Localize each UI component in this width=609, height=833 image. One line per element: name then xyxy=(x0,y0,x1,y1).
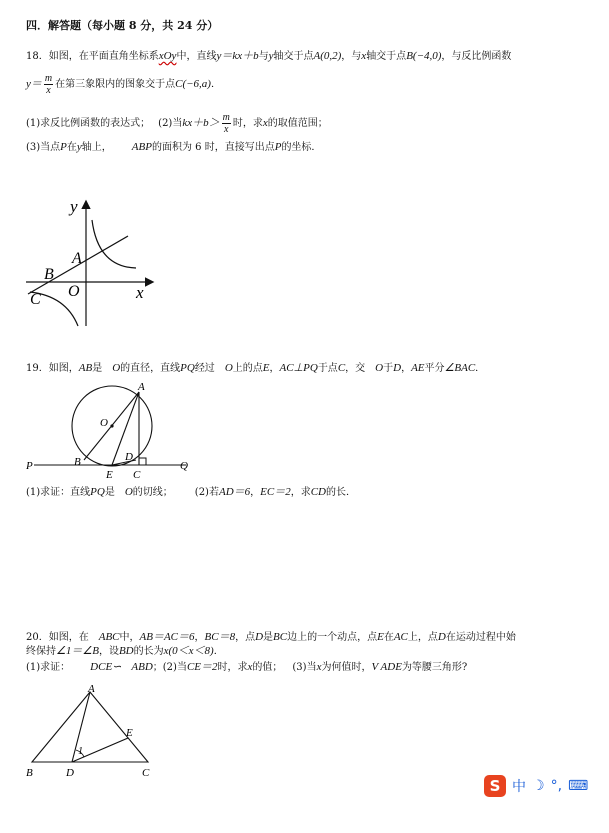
q18-part2: 的取值范围； xyxy=(267,118,328,129)
q20-text: ． xyxy=(213,646,224,657)
q19-text: 经过 xyxy=(194,363,215,374)
q18-label-x: x xyxy=(136,283,144,302)
q18-x: x xyxy=(361,50,367,62)
q20-text: ，设 xyxy=(98,646,119,657)
ime-toolbar xyxy=(484,775,606,797)
q18-part3-text: (3)当点 xyxy=(26,142,61,153)
q19-angle: ∠BAC xyxy=(444,362,476,374)
section-title: 四．解答题（每小题 8 分，共 24 分） xyxy=(26,19,219,32)
q19-text: ，交 xyxy=(345,363,366,374)
q19-part2-cd: CD xyxy=(310,486,326,498)
q20-part2: 的值； xyxy=(252,662,283,673)
q19-o: O xyxy=(224,362,233,374)
q18-text: 如图，在平面直角坐标系 xyxy=(48,51,159,62)
q20-part3: (3)当 xyxy=(292,662,317,673)
q19-right-angle xyxy=(139,458,146,465)
q18-part3-text: 的坐标． xyxy=(281,142,322,153)
q19-part1: (1)求证：直线 xyxy=(26,487,91,498)
q20-tri: ABC xyxy=(98,631,120,643)
q20-part3: 为等腰三角形? xyxy=(401,662,468,673)
q19-part2: ，求 xyxy=(290,487,311,498)
q19-text: ， xyxy=(401,363,412,374)
q20-parts xyxy=(26,661,467,674)
q20-angles: ∠1＝∠B xyxy=(56,645,99,657)
q20-bc: BC＝8 xyxy=(204,631,236,643)
q19-text: 于点 xyxy=(317,363,338,374)
q18-part2-fraction: $\frac{m}{x}$ xyxy=(222,112,230,135)
q18-part3 xyxy=(26,141,321,154)
q20-part3-x: x xyxy=(316,661,322,673)
q19-label-p: P xyxy=(26,460,33,472)
q18-text: 轴交于点 xyxy=(366,51,407,62)
q20-part2-ce: CE＝2 xyxy=(186,661,218,673)
q18-part3-p: P xyxy=(60,141,67,153)
q18-part2: (2)当 xyxy=(158,118,183,129)
q18-stem-line2 xyxy=(26,73,221,96)
q20-label-c: C xyxy=(142,767,150,779)
q19-label-b: B xyxy=(74,456,81,468)
q20-part1-tri: DCE∽ xyxy=(90,661,122,673)
q19-part2: 的长． xyxy=(325,487,356,498)
q19-d: D xyxy=(393,362,402,374)
q18-text: ，与反比例函数 xyxy=(441,51,512,62)
q19-figure xyxy=(20,380,200,480)
q19-number: 19． xyxy=(26,363,49,374)
q18-part3-text: 的面积为 6 时，直接写出点 xyxy=(151,142,275,153)
q18-text: 轴交于点 xyxy=(273,51,314,62)
q18-part3-tri: ABP xyxy=(131,141,152,153)
q20-text: 的长为 xyxy=(133,646,164,657)
q20-d: D xyxy=(255,631,264,643)
q20-part3-tri: V ADE xyxy=(371,661,402,673)
q19-text: 的直径，直线 xyxy=(120,363,181,374)
q18-point-b: B(−4,0) xyxy=(406,50,442,62)
q19-center-dot xyxy=(110,424,113,427)
q20-text: 上，点 xyxy=(407,632,438,643)
q18-text: 与 xyxy=(258,51,269,62)
q19-part1-pq: PQ xyxy=(90,486,105,498)
q20-stem-line2 xyxy=(26,645,224,658)
q19-part2: ， xyxy=(250,487,261,498)
q18-text: ，与 xyxy=(341,51,362,62)
q19-text: 上的点 xyxy=(232,363,263,374)
q20-range: x(0＜x＜8) xyxy=(163,645,214,657)
q18-text: 中，直线 xyxy=(176,51,217,62)
q18-label-a: A xyxy=(72,250,82,267)
q18-text: ． xyxy=(210,79,221,90)
punctuation-button[interactable]: °, xyxy=(550,778,563,794)
q19-o: O xyxy=(375,362,384,374)
q20-text: 是 xyxy=(263,632,274,643)
q19-label-c: C xyxy=(133,469,141,480)
q18-part3-text: 轴上， xyxy=(81,142,112,153)
q20-part3: 为何值时， xyxy=(321,662,372,673)
q18-part2-x: x xyxy=(262,117,268,129)
keyboard-icon[interactable]: ⌨ xyxy=(568,778,589,794)
q19-text: 是 xyxy=(92,363,103,374)
q18-label-y: y xyxy=(70,197,78,216)
q19-parts xyxy=(26,486,356,499)
q18-stem-line1 xyxy=(26,50,511,63)
q20-label-a: A xyxy=(88,684,95,695)
q19-ae: AE xyxy=(411,362,425,374)
q19-label-o: O xyxy=(100,417,108,429)
q19-o: O xyxy=(112,362,121,374)
q18-part3-p: P xyxy=(274,141,282,153)
q18-label-c: C xyxy=(30,291,41,308)
q20-text: 边上的一个动点，点 xyxy=(287,632,378,643)
q19-c: C xyxy=(337,362,346,374)
moon-icon[interactable]: ☽ xyxy=(532,778,545,794)
q18-label-b: B xyxy=(44,266,54,283)
q18-func-y: y＝ xyxy=(26,78,42,90)
q18-point-c: C(−6,a) xyxy=(175,78,211,90)
q19-text: 平分 xyxy=(424,363,445,374)
q18-func-fraction: $\frac{m}{x}$ xyxy=(44,73,53,96)
q19-e: E xyxy=(262,362,270,374)
q19-label-a: A xyxy=(138,381,145,393)
q18-part1: (1)求反比例函数的表达式； xyxy=(26,118,151,129)
q18-number: 18． xyxy=(26,51,49,62)
q20-ab-ac: AB＝AC＝6 xyxy=(139,631,195,643)
q18-part3-text: 在 xyxy=(66,142,77,153)
q19-label-q: Q xyxy=(180,460,188,472)
q18-part2: 时，求 xyxy=(232,118,263,129)
q19-part2-ad: AD＝6 xyxy=(218,486,251,498)
q20-label-d: D xyxy=(66,767,74,779)
q20-text: 中， xyxy=(119,632,140,643)
q19-pq: PQ xyxy=(180,362,195,374)
q20-label-e: E xyxy=(126,727,133,739)
q19-label-e: E xyxy=(106,469,113,480)
q20-bc: BC xyxy=(273,631,288,643)
q19-part1: 的切线； xyxy=(132,487,173,498)
q20-bd: BD xyxy=(118,645,134,657)
q19-part2: (2)若 xyxy=(194,487,219,498)
q19-part1-o: O xyxy=(124,486,133,498)
q19-part2-ec: EC＝2 xyxy=(260,486,291,498)
q20-text: 如图，在 xyxy=(48,632,89,643)
q18-line-eq: y＝kx＋b xyxy=(216,50,259,62)
q19-ab: AB xyxy=(78,362,93,374)
q19-ac-perp: AC⊥PQ xyxy=(279,362,318,374)
q18-part2-expr: kx＋b＞ xyxy=(182,117,220,129)
q20-text: 在 xyxy=(383,632,394,643)
q20-number: 20． xyxy=(26,632,49,643)
q20-figure xyxy=(20,684,165,780)
q20-part2-x: x xyxy=(247,661,253,673)
q20-part2: ；(2)当 xyxy=(152,662,187,673)
q19-stem xyxy=(26,362,485,375)
q20-part1: (1)求证： xyxy=(26,662,71,673)
q19-part1: 是 xyxy=(104,487,115,498)
q20-text: ，点 xyxy=(235,632,256,643)
q19-text: ． xyxy=(475,363,486,374)
q20-ac: AC xyxy=(393,631,408,643)
q20-part1-tri: ABD xyxy=(131,661,153,673)
q18-label-o: O xyxy=(68,283,80,300)
q20-part2: 时，求 xyxy=(217,662,248,673)
q18-point-a: A(0,2) xyxy=(313,50,342,62)
q18-xoy: xOy xyxy=(158,50,177,62)
q19-text: ， xyxy=(269,363,280,374)
q20-text: 终保持 xyxy=(26,646,56,657)
chinese-mode-button[interactable]: 中 xyxy=(512,779,526,795)
q19-text: 于 xyxy=(383,363,394,374)
q20-text: 在运动过程中始 xyxy=(445,632,516,643)
q20-e: E xyxy=(377,631,384,643)
q18-part3-y: y xyxy=(76,141,82,153)
q20-stem-line1 xyxy=(26,631,516,644)
q18-figure xyxy=(18,192,168,332)
q20-d: D xyxy=(437,631,446,643)
q20-label-b: B xyxy=(26,767,33,779)
q20-label-1: 1 xyxy=(78,746,83,757)
q18-parts-line xyxy=(26,112,328,135)
q18-text: 在第三象限内的图象交于点 xyxy=(55,79,176,90)
sogou-logo-icon[interactable]: S xyxy=(484,775,506,797)
q20-text: ， xyxy=(194,632,205,643)
q19-label-d: D xyxy=(125,451,133,463)
q18-y: y xyxy=(268,50,274,62)
q19-text: 如图， xyxy=(48,363,79,374)
